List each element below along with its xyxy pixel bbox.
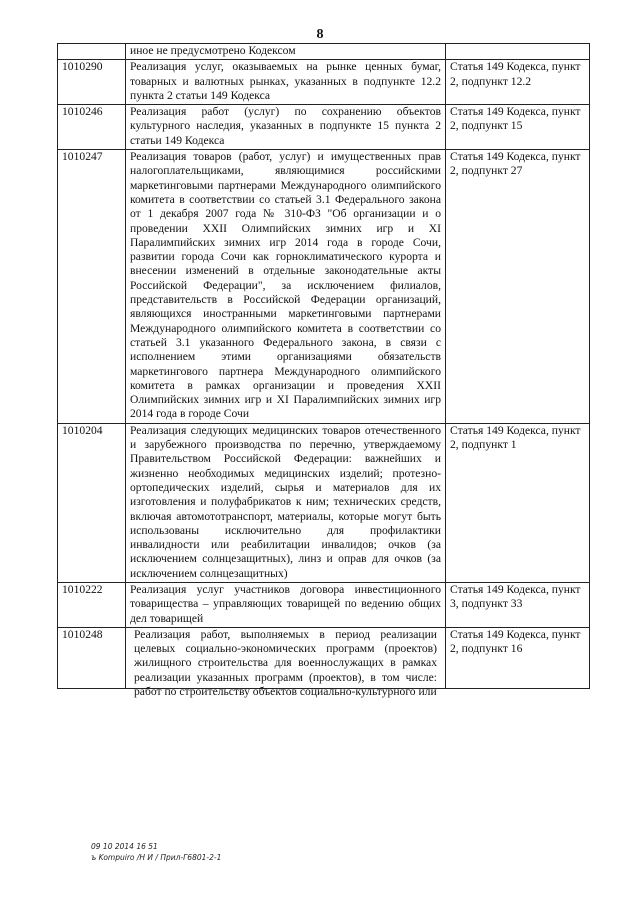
- table-row: [58, 44, 590, 60]
- code-cell: 1010248: [58, 627, 126, 688]
- description-cell: Реализация услуг участников договора инвестиционного товарищества – управляющих товарищей по ведению общих дел товарищей: [126, 582, 446, 627]
- reference-cell: Статья 149 Кодекса, пункт 2, подпункт 1: [446, 423, 590, 582]
- code-cell: 1010246: [58, 105, 126, 150]
- reference-cell: Статья 149 Кодекса, пункт 2, подпункт 12.2: [446, 60, 590, 105]
- code-cell: 1010222: [58, 582, 126, 627]
- code-cell: 1010247: [58, 150, 126, 424]
- description-cell: Реализация работ (услуг) по сохранению объектов культурного наследия, указанных в подпункте 15 пункта 2 статьи 149 Кодекса: [126, 105, 446, 150]
- table-row: [58, 150, 590, 424]
- reference-cell: Статья 149 Кодекса, пункт 2, подпункт 16: [446, 627, 590, 688]
- footer-timestamp: 09 10 2014 16 51: [91, 842, 158, 851]
- description-cell: Реализация следующих медицинских товаров отечественного и зарубежного производства по перечню, утверждаемому Правительством Российской Федерации: важнейших и жизненно необходимых медицинских изделий; протезно-ортопедических изделий, сырья и материалов для их изготовления и полуфабрикатов к ним; технических средств, включая автомототранспорт, материалы, которые могут быть использованы исключительно для профилактики инвалидности или реабилитации инвалидов; очков (за исключением солнцезащитных), линз и оправ для очков (за исключением солнцезащитных): [126, 423, 446, 582]
- reference-cell: Статья 149 Кодекса, пункт 3, подпункт 33: [446, 582, 590, 627]
- table-row: [58, 627, 590, 688]
- reference-cell: Статья 149 Кодекса, пункт 2, подпункт 15: [446, 105, 590, 150]
- table-row: [58, 60, 590, 105]
- reference-cell: [446, 44, 590, 60]
- code-cell: [58, 44, 126, 60]
- code-cell: 1010290: [58, 60, 126, 105]
- description-cell: [126, 627, 446, 699]
- code-cell: 1010204: [58, 423, 126, 582]
- description-text-clipped: Реализация работ, выполняемых в период реализации целевых социально-экономических программ (проектов) жилищного строительства для военнослужащих в рамках реализации указанных программ (проектов), в том числе: работ по строительству объектов социально-культурного или: [134, 627, 437, 699]
- page-number: 8: [316, 27, 324, 42]
- description-cell: Реализация товаров (работ, услуг) и имущественных прав налогоплательщиками, являющимися российскими маркетинговыми партнерами Международного олимпийского комитета в соответствии со статьей 3.1 Федерального закона от 1 декабря 2007 года № 310-ФЗ "Об организации и о проведении XXII Олимпийских зимних игр и XI Паралимпийских зимних игр 2014 года в городе Сочи, развитии города Сочи как горноклиматического курорта и внесении изменений в отдельные законодательные акты Российской Федерации", за исключением филиалов, представительств в Российской Федерации организаций, являющихся иностранными маркетинговыми партнерами Международного олимпийского комитета в соответствии со статьей 3.1 указанного Федерального закона, в связи с исполнением этими организациями обязательств маркетингового партнера Международного олимпийского комитета в рамках организации и проведения XXII Олимпийских зимних игр и XI Паралимпийских зимних игр 2014 года в городе Сочи: [126, 150, 446, 424]
- table-row: [58, 105, 590, 150]
- table-row: [58, 423, 590, 582]
- description-cell: Реализация услуг, оказываемых на рынке ценных бумаг, товарных и валютных рынках, указанных в подпункте 12.2 пункта 2 статьи 149 Кодекса: [126, 60, 446, 105]
- footer-file-path: ъ Kompuiro /Н И / Прил-Г6801-2-1: [91, 853, 222, 862]
- reference-cell: Статья 149 Кодекса, пункт 2, подпункт 27: [446, 150, 590, 424]
- codes-table: [57, 43, 590, 699]
- description-cell: иное не предусмотрено Кодексом: [126, 44, 446, 60]
- table-row: [58, 582, 590, 627]
